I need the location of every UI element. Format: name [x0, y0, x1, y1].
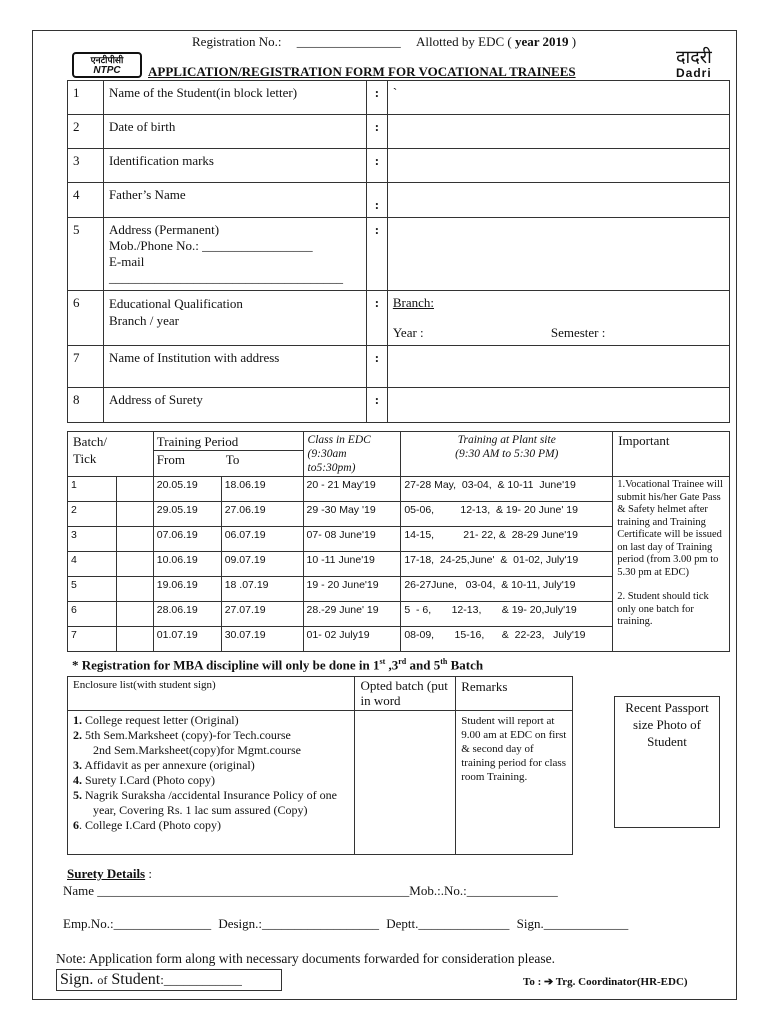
remarks-header: Remarks	[456, 677, 573, 711]
identification-marks-input[interactable]	[387, 149, 729, 183]
batch-edc: 20 - 21 May'19	[303, 477, 401, 502]
batch-tick-box[interactable]	[116, 627, 153, 652]
enclosure-header-row	[68, 677, 573, 711]
important-note-2: 2. Student should tick only one batch for training.	[617, 591, 709, 627]
row-number: 6	[68, 291, 104, 346]
year-semester-line	[393, 325, 724, 341]
education-input[interactable]	[387, 291, 729, 346]
institution-input[interactable]	[387, 346, 729, 388]
mba-note-mid2: and 5	[406, 657, 441, 673]
student-sign-box[interactable]	[56, 969, 282, 991]
enclosure-items	[68, 711, 355, 855]
row-number: 3	[68, 149, 104, 183]
sign-student-d: :____________	[160, 972, 242, 987]
batch-tick-box[interactable]	[116, 502, 153, 527]
batch-from: 29.05.19	[153, 502, 221, 527]
batch-number: 1	[68, 477, 117, 502]
batch-to: 18.06.19	[221, 477, 303, 502]
batch-number: 6	[68, 602, 117, 627]
plant-time-label: (9:30 AM to 5:30 PM)	[455, 448, 559, 460]
tick-header: Tick	[73, 451, 97, 466]
student-name-input[interactable]	[387, 81, 729, 115]
allotted-suffix: )	[571, 34, 577, 49]
enclosure-item: 1. College request letter (Original)	[73, 713, 239, 727]
batch-edc: 10 -11 June'19	[303, 552, 401, 577]
registration-blank[interactable]: ________________	[296, 34, 401, 49]
date-of-birth-input[interactable]	[387, 115, 729, 149]
plant-label: Training at Plant site	[457, 434, 556, 446]
passport-photo-box[interactable]	[614, 696, 720, 828]
batch-tick-box[interactable]	[116, 552, 153, 577]
row-date-of-birth	[68, 115, 730, 149]
row-education	[68, 291, 730, 346]
enclosure-item: 5. Nagrik Suraksha /accidental Insurance Policy of one year, Covering Rs. 1 lac sum assured (Copy)	[73, 788, 337, 817]
from-label: From	[156, 452, 185, 467]
colon: :	[366, 388, 387, 423]
row-number: 4	[68, 183, 104, 218]
dadri-text: Dadri	[676, 66, 712, 80]
dadri-hindi: दादरी	[676, 47, 712, 68]
plant-header	[401, 432, 613, 477]
enclosure-title: Enclosure list(with student sign)	[68, 677, 355, 711]
enclosure-body-row	[68, 711, 573, 855]
sign-student-b: of	[97, 973, 108, 987]
colon: :	[366, 291, 387, 346]
batch-edc: 28.-29 June' 19	[303, 602, 401, 627]
surety-title: Surety Details	[67, 866, 146, 881]
colon: :	[366, 218, 387, 291]
enclosure-item: 6. College I.Card (Photo copy)	[73, 818, 221, 832]
batch-tick-box[interactable]	[116, 577, 153, 602]
training-period-header	[153, 432, 303, 477]
row-label: Address of Surety	[103, 388, 366, 423]
branch-label: Branch:	[392, 295, 434, 310]
class-edc-header	[303, 432, 401, 477]
colon: :	[366, 183, 387, 218]
batch-header: Batch/	[73, 434, 107, 449]
colon: :	[366, 346, 387, 388]
batch-plant: 05-06, 12-13, & 19- 20 June' 19	[401, 502, 613, 527]
footer-note: Note: Application form along with necessary documents forwarded for consideration please.	[56, 951, 555, 966]
ntpc-logo	[72, 52, 142, 78]
row-surety-address	[68, 388, 730, 423]
enclosure-item: 2nd Sem.Marksheet(copy)for Mgmt.course	[93, 743, 301, 757]
batch-from: 20.05.19	[153, 477, 221, 502]
mba-sup-1: st	[379, 657, 386, 666]
mba-note-prefix: * Registration for MBA discipline will only be done in 1	[72, 657, 380, 673]
batch-to: 09.07.19	[221, 552, 303, 577]
colon: :	[366, 81, 387, 115]
row-number: 5	[68, 218, 104, 291]
batch-edc: 07- 08 June'19	[303, 527, 401, 552]
arrow-right-icon: ➔	[544, 976, 554, 988]
surety-name-label: Name	[63, 883, 95, 898]
emp-no-label: Emp.No.:	[63, 916, 114, 931]
batch-to: 18 .07.19	[221, 577, 303, 602]
row-number: 8	[68, 388, 104, 423]
mba-sup-2: rd	[398, 657, 407, 666]
row-label: Name of Institution with address	[103, 346, 366, 388]
batch-to: 27.06.19	[221, 502, 303, 527]
education-labels	[103, 291, 366, 346]
opted-batch-header: Opted batch (put in word	[355, 677, 456, 711]
batch-plant: 26-27June, 03-04, & 10-11, July'19	[401, 577, 613, 602]
row-label: Father’s Name	[103, 183, 366, 218]
batch-to: 27.07.19	[221, 602, 303, 627]
batch-number: 5	[68, 577, 117, 602]
class-time-label-2: to5:30pm)	[307, 462, 356, 474]
batch-edc: 29 -30 May '19	[303, 502, 401, 527]
row-institution	[68, 346, 730, 388]
designation-label: Design.:	[218, 916, 263, 931]
batch-row	[68, 477, 730, 502]
surety-title-line	[67, 866, 152, 882]
batch-from: 19.06.19	[153, 577, 221, 602]
enclosure-table	[67, 676, 573, 855]
row-label: Address (Permanent)	[108, 222, 220, 237]
class-edc-label: Class in EDC	[307, 434, 371, 446]
deptt-label: Deptt.	[386, 916, 419, 931]
fathers-name-input[interactable]	[387, 183, 729, 218]
to-label: To	[225, 452, 240, 467]
batch-number: 2	[68, 502, 117, 527]
address-labels	[103, 218, 366, 291]
row-label: Identification marks	[103, 149, 366, 183]
form-title: APPLICATION/REGISTRATION FORM FOR VOCATIONAL TRAINEES	[148, 64, 576, 79]
allotted-prefix: Allotted by EDC (	[416, 34, 512, 49]
batch-tick-box[interactable]	[116, 602, 153, 627]
semester-label: Semester :	[550, 325, 606, 340]
colon: :	[366, 115, 387, 149]
row-address	[68, 218, 730, 291]
ntpc-logo-text: NTPC	[93, 65, 121, 76]
row-number: 7	[68, 346, 104, 388]
batch-plant: 27-28 May, 03-04, & 10-11 June'19	[401, 477, 613, 502]
batch-to: 06.07.19	[221, 527, 303, 552]
remarks-text: Student will report at 9.00 am at EDC on first & second day of training period for class room Training.	[456, 711, 573, 855]
enclosure-item: 4. Surety I.Card (Photo copy)	[73, 773, 215, 787]
row-number: 2	[68, 115, 104, 149]
surety-address-input[interactable]	[387, 388, 729, 423]
enclosure-item: 3. Affidavit as per annexure (original)	[73, 758, 255, 772]
batch-number: 7	[68, 627, 117, 652]
row-label: Date of birth	[103, 115, 366, 149]
opted-batch-input[interactable]	[355, 711, 456, 855]
branch-year-label: Branch / year	[108, 313, 179, 328]
batch-table	[67, 431, 730, 652]
batch-from: 01.07.19	[153, 627, 221, 652]
batch-from: 07.06.19	[153, 527, 221, 552]
student-name-value: `	[392, 85, 398, 100]
batch-tick-header	[68, 432, 154, 477]
sign-student-a: Sign.	[60, 971, 94, 988]
mobile-label[interactable]: Mob./Phone No.: _________________	[108, 238, 313, 253]
surety-name-line	[63, 883, 558, 899]
student-details-table	[67, 80, 730, 423]
batch-from: 28.06.19	[153, 602, 221, 627]
batch-number: 4	[68, 552, 117, 577]
training-period-label: Training Period	[156, 434, 239, 449]
registration-label: Registration No.:	[192, 34, 282, 49]
row-fathers-name	[68, 183, 730, 218]
allotted-year: year 2019	[514, 34, 569, 49]
mba-sup-3: th	[440, 657, 448, 666]
from-to-labels	[154, 450, 303, 468]
mba-note	[72, 657, 483, 673]
batch-plant: 08-09, 15-16, & 22-23, July'19	[401, 627, 613, 652]
important-note-1: 1.Vocational Trainee will submit his/her Gate Pass & Safety helmet after training and Training Certificate will be issued on last day of Training period (from 3.00 pm to 5.30 pm at EDC)	[617, 479, 723, 578]
enclosure-list	[73, 713, 349, 833]
batch-edc: 19 - 20 June'19	[303, 577, 401, 602]
sign-blank[interactable]: _____________	[543, 916, 629, 931]
batch-from: 10.06.19	[153, 552, 221, 577]
enclosure-item: 2. 5th Sem.Marksheet (copy)-for Tech.course	[73, 728, 291, 742]
row-student-name	[68, 81, 730, 115]
registration-line	[192, 34, 576, 50]
batch-plant: 14-15, 21- 22, & 28-29 June'19	[401, 527, 613, 552]
deptt-blank[interactable]: ______________	[418, 916, 510, 931]
batch-plant: 5 - 6, 12-13, & 19- 20,July'19	[401, 602, 613, 627]
row-number: 1	[68, 81, 104, 115]
email-blank[interactable]: ____________________________________	[108, 270, 343, 285]
sign-student-c: Student	[111, 971, 161, 988]
surety-emp-line	[63, 916, 628, 932]
batch-tick-box[interactable]	[116, 527, 153, 552]
row-label: Educational Qualification	[108, 296, 243, 311]
year-label: Year :	[392, 325, 424, 340]
to-coordinator	[523, 975, 688, 988]
photo-box-text: Recent Passport size Photo of Student	[625, 700, 709, 749]
surety-name-blank[interactable]: ________________________________________________	[97, 883, 410, 898]
class-time-label: (9:30am	[307, 448, 347, 460]
batch-header-row	[68, 432, 730, 477]
important-header: Important	[613, 432, 730, 477]
batch-number: 3	[68, 527, 117, 552]
batch-plant: 17-18, 24-25,June' & 01-02, July'19	[401, 552, 613, 577]
designation-blank[interactable]: __________________	[262, 916, 380, 931]
ntpc-logo-hindi: एनटीपीसी	[90, 55, 124, 65]
emp-no-blank[interactable]: _______________	[113, 916, 212, 931]
surety-mob-blank[interactable]: ______________	[466, 883, 558, 898]
batch-tick-box[interactable]	[116, 477, 153, 502]
colon: :	[366, 149, 387, 183]
row-label: Name of the Student(in block letter)	[103, 81, 366, 115]
surety-mob-label: Mob.:.No.:	[409, 883, 467, 898]
mba-note-mid1: ,3	[385, 657, 399, 673]
important-notes	[613, 477, 730, 652]
address-input[interactable]	[387, 218, 729, 291]
mba-note-suffix: Batch	[447, 657, 484, 673]
surety-colon: :	[145, 866, 152, 881]
sign-label: Sign.	[516, 916, 544, 931]
row-identification-marks	[68, 149, 730, 183]
email-label: E-mail	[108, 254, 145, 269]
batch-edc: 01- 02 July19	[303, 627, 401, 652]
to-text: Trg. Coordinator(HR-EDC)	[555, 976, 688, 988]
to-label: To :	[523, 976, 542, 988]
batch-to: 30.07.19	[221, 627, 303, 652]
